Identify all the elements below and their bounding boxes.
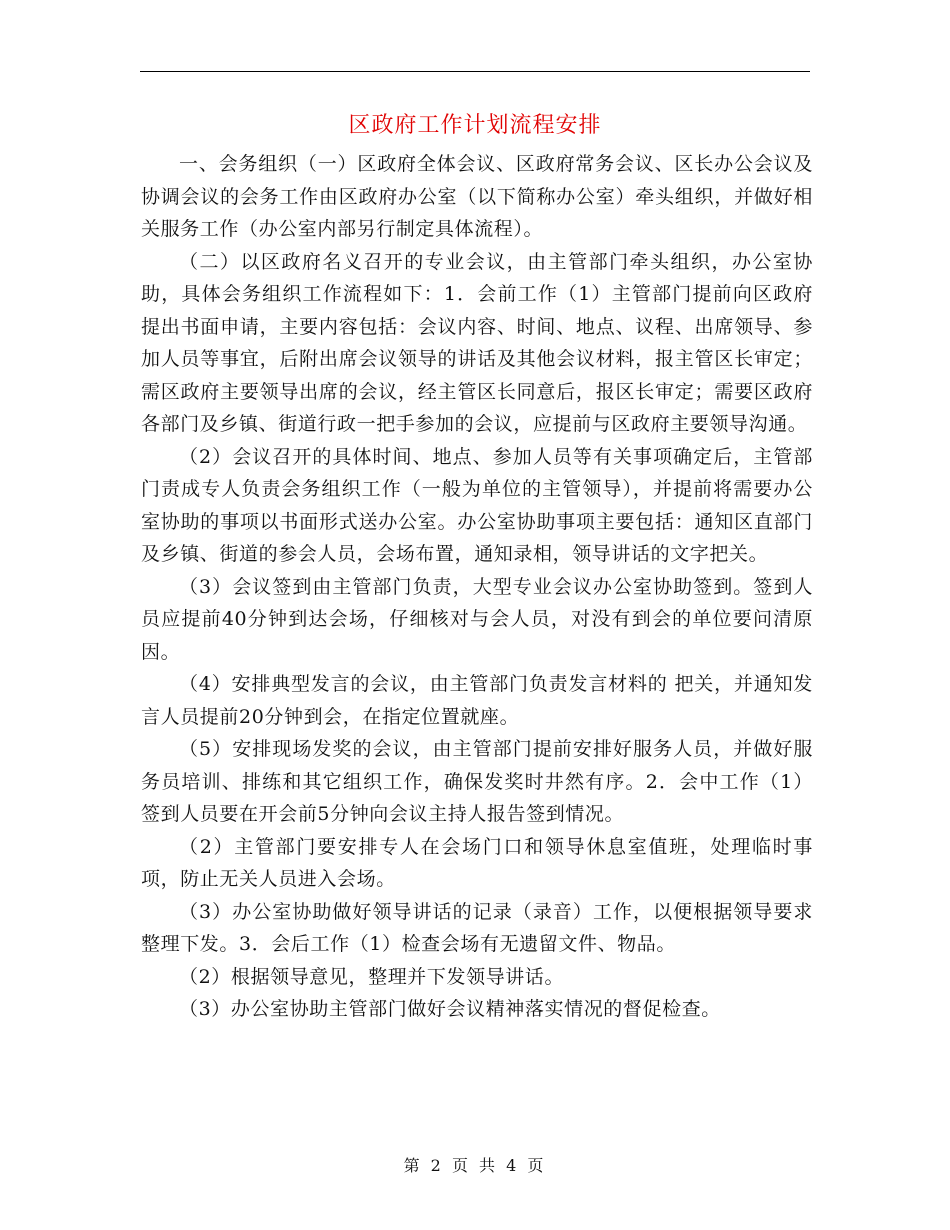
paragraph: （3）办公室协助做好领导讲话的记录（录音）工作，以便根据领导要求整理下发。3．会后工作（1）检查会场有无遗留文件、物品。	[141, 900, 813, 955]
paragraph: （2）根据领导意见，整理并下发领导讲话。	[179, 965, 565, 988]
paragraph: （4）安排典型发言的会议，由主管部门负责发言材料的 把关，并通知发言人员提前20分钟到会，在指定位置就座。	[141, 673, 813, 728]
paragraph: （3）办公室协助主管部门做好会议精神落实情况的督促检查。	[179, 998, 721, 1020]
page-number-footer: 第 2 页 共 4 页	[403, 1156, 547, 1175]
page-title: 区政府工作计划流程安排	[348, 113, 602, 138]
header-rule	[140, 71, 810, 72]
paragraph: （2）会议召开的具体时间、地点、参加人员等有关事项确定后，主管部门责成专人负责会务组织工作（一般为单位的主管领导），并提前将需要办公室协助的事项以书面形式送办公室。办公室协助事项主要包括：通知区直部门及乡镇、街道的参会人员，会场布置，通知录相，领导讲话的文字把关。	[141, 445, 813, 565]
paragraph: （2）主管部门要安排专人在会场门口和领导休息室值班，处理临时事项，防止无关人员进入会场。	[141, 835, 813, 890]
paragraph: 一、会务组织（一）区政府全体会议、区政府常务会议、区长办公会议及协调会议的会务工作由区政府办公室（以下简称办公室）牵头组织，并做好相关服务工作（办公室内部另行制定具体流程）。	[141, 153, 813, 240]
paragraph: （二）以区政府名义召开的专业会议，由主管部门牵头组织，办公室协助，具体会务组织工作流程如下：1．会前工作（1）主管部门提前向区政府提出书面申请，主要内容包括：会议内容、时间、地点、议程、出席领导、参加人员等事宜，后附出席会议领导的讲话及其他会议材料，报主管区长审定；需区政府主要领导出席的会议，经主管区长同意后，报区长审定；需要区政府各部门及乡镇、街道行政一把手参加的会议，应提前与区政府主要领导沟通。	[141, 250, 813, 435]
paragraph: （5）安排现场发奖的会议，由主管部门提前安排好服务人员，并做好服务员培训、排练和其它组织工作，确保发奖时井然有序。2．会中工作（1）签到人员要在开会前5分钟向会议主持人报告签到情况。	[141, 738, 813, 825]
paragraph: （3）会议签到由主管部门负责，大型专业会议办公室协助签到。签到人员应提前40分钟到达会场，仔细核对与会人员，对没有到会的单位要问清原因。	[141, 575, 813, 663]
document-body	[141, 148, 813, 1026]
